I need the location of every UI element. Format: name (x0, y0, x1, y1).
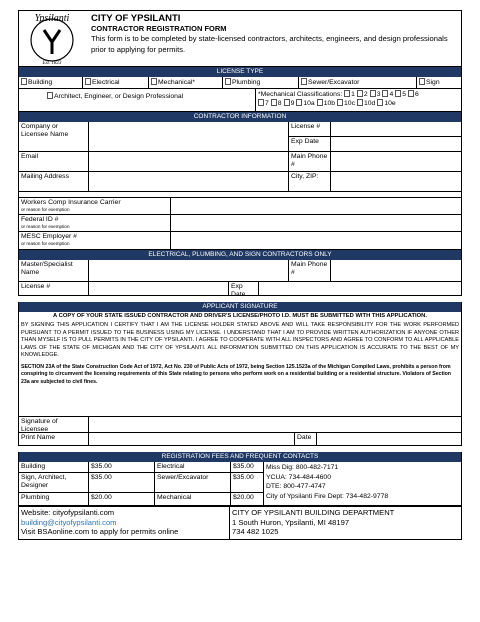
email-label: Email (19, 152, 89, 172)
mesc-input[interactable] (171, 232, 462, 249)
license-sewer-option[interactable]: Sewer/Excavator (299, 77, 417, 89)
fee-amount: $20.00 (89, 493, 155, 505)
mech-class-label: 10a (303, 100, 315, 107)
checkbox-icon[interactable] (151, 78, 157, 85)
form-header (18, 10, 462, 67)
mech-class-label: 8 (277, 100, 282, 107)
frequent-contacts: Miss Dig: 800-482-7171 YCUA: 734-484-4600 DTE: 800-477-4747 City of Ypsilanti Fire Dept: 734-482-9778 (266, 464, 389, 500)
signature-input[interactable] (89, 416, 462, 433)
checkbox-icon[interactable] (271, 99, 277, 106)
dept-name: CITY OF YPSILANTI BUILDING DEPARTMENT (232, 508, 395, 517)
signature-bar: APPLICANT SIGNATURE (18, 302, 462, 312)
copy-notice: A COPY OF YOUR STATE ISSUED CONTRACTOR AND DRIVER'S LICENSE/PHOTO I.D. MUST BE SUBMITTED WITH THIS APPLICATION. (53, 313, 427, 319)
svg-text:Est. 1823: Est. 1823 (42, 61, 62, 66)
elec-license-label: License # (19, 282, 89, 295)
license-no-label: License # (289, 122, 331, 137)
fee-amount: $20.00 (231, 493, 264, 505)
date-label: Date (295, 433, 317, 445)
elec-phone-input[interactable] (331, 260, 462, 282)
mech-class-label: 10b (323, 100, 336, 107)
checkbox-icon[interactable] (357, 90, 363, 97)
footer (18, 506, 462, 540)
section-23a-text: SECTION 23A of the State Construction Code Act of 1972, Act No. 230 of Public Acts of 1972, being Section 125.1523a of the Michigan Compiled Laws, prohibits a person from conspiring to circumvent the licensing requirements of this State relating to persons who perform work on a residential building or a residential structure. Violators of Section 23a are subjected to civil fines. (21, 363, 451, 385)
fee-item: Building (19, 462, 89, 473)
footer-web (19, 507, 230, 540)
fees-section (18, 462, 462, 506)
exp-date-input[interactable] (331, 137, 462, 152)
license-mechanical-option[interactable]: Mechanical* (149, 77, 223, 89)
form-description: This form is to be completed by state-licensed contractors, architects, engineers, and design professionals prior to applying for permits. (91, 34, 448, 54)
mech-class-label: 7 (265, 100, 269, 107)
mech-class-label: 6 (415, 91, 419, 98)
checkbox-icon[interactable] (47, 92, 53, 99)
print-name-input[interactable] (89, 433, 295, 445)
elec-license-input[interactable] (89, 282, 229, 295)
checkbox-icon[interactable] (370, 90, 376, 97)
mechanical-classifications: *Mechanical Classifications: 1 2 3 4 5 6 7 8 9 10a 10b 10c 10d 10e (258, 91, 419, 107)
mech-class-label: 5 (402, 91, 407, 98)
checkbox-icon[interactable] (419, 78, 425, 85)
mesc-label: MESC Employer # or reason for exemption (19, 232, 171, 249)
checkbox-icon[interactable] (357, 99, 363, 106)
dept-phone: 734 482 1025 (232, 527, 279, 536)
mech-class-label: 10e (384, 100, 396, 107)
mech-class-label: 10c (344, 100, 355, 107)
mech-class-label: 3 (376, 91, 381, 98)
fee-amount: $35.00 (231, 473, 264, 493)
fees-bar: REGISTRATION FEES AND FREQUENT CONTACTS (18, 452, 462, 462)
license-sign-option[interactable]: Sign (417, 77, 462, 89)
website-link[interactable]: Website: cityofypsilanti.com (21, 508, 115, 517)
checkbox-icon[interactable] (301, 78, 307, 85)
email-link[interactable]: building@cityofypsilanti.com (21, 517, 117, 527)
mailing-label: Mailing Address (19, 172, 89, 192)
fee-amount: $35.00 (89, 473, 155, 493)
checkbox-icon[interactable] (21, 78, 27, 85)
electrical-section (18, 260, 462, 296)
bsa-note: Visit BSAonline.com to apply for permits online (21, 527, 179, 536)
license-no-input[interactable] (331, 122, 462, 137)
fee-item: Sewer/Excavator (155, 473, 231, 493)
checkbox-icon[interactable] (395, 90, 401, 97)
electrical-bar: ELECTRICAL, PLUMBING, AND SIGN CONTRACTORS ONLY (18, 250, 462, 260)
signature-section (18, 312, 462, 446)
email-input[interactable] (89, 152, 289, 172)
contractor-info-bar: CONTRACTOR INFORMATION (18, 112, 462, 122)
city-zip-input[interactable] (331, 172, 462, 192)
fee-item: Sign, Architect, Designer (19, 473, 89, 493)
master-input[interactable] (89, 260, 289, 282)
elec-phone-label: Main Phone # (289, 260, 331, 282)
main-phone-label: Main Phone # (289, 152, 331, 172)
checkbox-icon[interactable] (377, 99, 383, 106)
mailing-input[interactable] (89, 172, 289, 192)
checkbox-icon[interactable] (317, 99, 323, 106)
license-type-section (18, 77, 462, 112)
license-architect-option[interactable]: Architect, Engineer, or Design Professional (19, 89, 256, 111)
fee-item: Mechanical (155, 493, 231, 505)
city-zip-label: City, ZIP: (289, 172, 331, 192)
fee-item: Electrical (155, 462, 231, 473)
company-label: Company or Licensee Name (19, 122, 89, 152)
certification-text: BY SIGNING THIS APPLICATION I CERTIFY THAT I AM THE LICENSE HOLDER STATED ABOVE AND WILL TAKE RESPONSIBILITY FOR THE WORK PERFORMED PURSUANT TO A PERMIT ISSUED TO THE BUSINESS USING MY LICENSE. I UNDERSTAND THAT I AM TO PROVIDE WRITTEN AUTHORIZATION IF ANYONE OTHER THAN MYSELF IS TO PULL PERMITS IN THE CITY OF YPSILANTI. I AGREE TO COOPERATE WITH ALL INSPECTORS AND AGREE TO CONFORM TO ALL APPLICABLE LAWS OF THE STATE OF MICHIGAN AND THE CITY OF YPSILANTI. ALL INFORMATION SUBMITTED ON THIS APPLICATION IS ACCURATE TO THE BEST OF MY KNOWLEDGE. (21, 322, 459, 359)
fee-amount: $35.00 (231, 462, 264, 473)
date-input[interactable] (317, 433, 462, 445)
checkbox-icon[interactable] (382, 90, 388, 97)
footer-dept (230, 507, 462, 540)
federal-id-input[interactable] (171, 215, 462, 232)
elec-exp-input[interactable] (259, 282, 462, 295)
workers-comp-input[interactable] (171, 198, 462, 215)
checkbox-icon[interactable] (284, 99, 290, 106)
exp-date-label: Exp Date (289, 137, 331, 152)
checkbox-icon[interactable] (408, 90, 414, 97)
checkbox-icon[interactable] (296, 99, 302, 106)
master-label: Master/Specialist Name (19, 260, 89, 282)
city-seal-logo (21, 12, 83, 66)
checkbox-icon[interactable] (225, 78, 231, 85)
mech-class-label: 4 (389, 91, 394, 98)
workers-comp-label: Workers Comp Insurance Carrier or reason for exemption (19, 198, 171, 215)
contractor-info-section (18, 122, 462, 250)
city-title: CITY OF YPSILANTI (91, 13, 181, 24)
fee-item: Plumbing (19, 493, 89, 505)
checkbox-icon[interactable] (85, 78, 91, 85)
mech-class-label: 2 (363, 91, 368, 98)
main-phone-input[interactable] (331, 152, 462, 172)
license-plumbing-option[interactable]: Plumbing (223, 77, 299, 89)
svg-text:Ypsilanti: Ypsilanti (34, 13, 70, 24)
license-electrical-option[interactable]: Electrical (83, 77, 149, 89)
form-title: CONTRACTOR REGISTRATION FORM (91, 24, 227, 33)
elec-exp-label: Exp Date (229, 282, 259, 295)
checkbox-icon[interactable] (258, 99, 264, 106)
print-name-label: Print Name (19, 433, 89, 445)
dept-address: 1 South Huron, Ypsilanti, MI 48197 (232, 517, 350, 527)
company-input[interactable] (89, 122, 289, 152)
mech-class-label: 9 (290, 100, 295, 107)
license-building-option[interactable]: Building (19, 77, 83, 89)
checkbox-icon[interactable] (344, 90, 350, 97)
mech-class-label: 1 (351, 91, 355, 98)
federal-id-label: Federal ID # or reason for exemption (19, 215, 171, 232)
signature-label: Signature of Licensee (19, 416, 89, 433)
license-type-bar: LICENSE TYPE (18, 67, 462, 77)
registration-form (18, 10, 462, 540)
checkbox-icon[interactable] (337, 99, 343, 106)
fee-amount: $35.00 (89, 462, 155, 473)
mech-class-label: 10d (364, 100, 376, 107)
